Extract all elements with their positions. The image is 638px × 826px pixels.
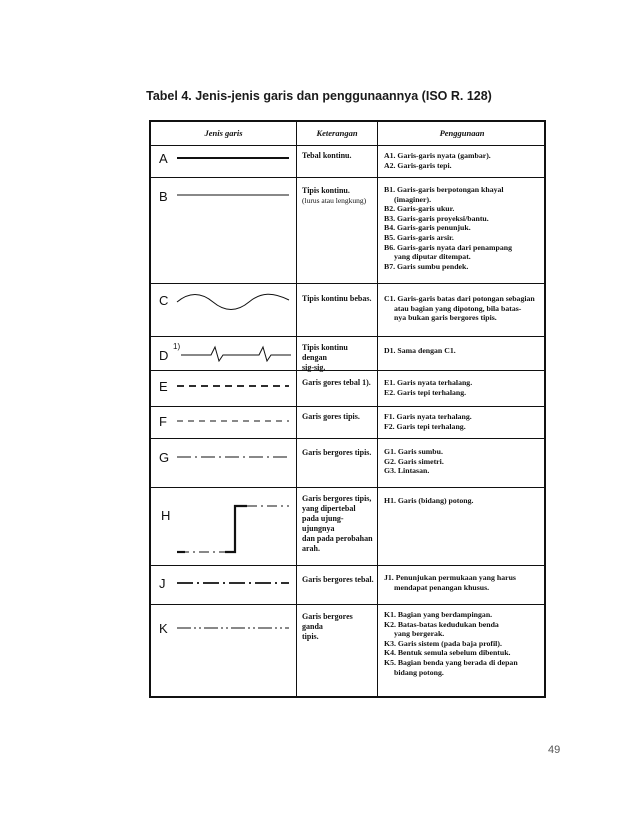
header-keterangan: Keterangan xyxy=(316,128,358,138)
usage-line: B2. Garis-garis ukur. xyxy=(384,204,455,214)
description-line: pada ujung-ujungnya xyxy=(302,514,344,533)
column-divider xyxy=(377,122,378,696)
footnote-marker: 1) xyxy=(173,342,181,351)
row-divider xyxy=(151,336,544,337)
description-line: Garis bergores tebal. xyxy=(302,575,374,584)
description-line: Garis gores tipis. xyxy=(302,412,360,421)
footnote-marker: 1). xyxy=(362,378,371,387)
description-line: dan pada perobahan xyxy=(302,534,373,543)
description-cell xyxy=(302,612,374,642)
description-line: Garis bergores tipis. xyxy=(302,448,372,457)
line-sample-a xyxy=(177,152,293,164)
description-line: Tebal kontinu. xyxy=(302,151,352,160)
row-divider xyxy=(151,565,544,566)
description-line: Garis bergores ganda xyxy=(302,612,353,631)
usage-cell xyxy=(384,610,546,677)
usage-line: G3. Lintasan. xyxy=(384,466,430,476)
line-sample-k xyxy=(177,623,293,633)
usage-line: B5. Garis-garis arsir. xyxy=(384,232,454,242)
line-types-table xyxy=(149,120,546,698)
description-cell xyxy=(302,151,374,161)
usage-line: K5. Bagian benda yang berada di depan xyxy=(384,657,518,667)
description-line: sig-sig. xyxy=(302,363,326,372)
description-cell xyxy=(302,448,374,458)
row-letter: A xyxy=(159,151,168,166)
description-line: tipis. xyxy=(302,632,319,641)
usage-line: F1. Garis nyata terhalang. xyxy=(384,412,472,421)
row-letter: K xyxy=(159,621,168,636)
line-sample-f xyxy=(177,416,293,426)
usage-cell xyxy=(384,346,546,356)
row-divider xyxy=(151,487,544,488)
row-letter: J xyxy=(159,576,166,591)
usage-line: H1. Garis (bidang) potong. xyxy=(384,496,474,505)
description-line: Garis bergores tipis, xyxy=(302,494,372,503)
description-cell xyxy=(302,575,374,585)
row-letter: H xyxy=(161,508,171,523)
usage-cell xyxy=(384,447,546,476)
usage-cell xyxy=(384,378,546,397)
usage-line: mendapat penangan khusus. xyxy=(394,582,490,592)
description-cell xyxy=(302,378,374,388)
usage-line: (imaginer). xyxy=(394,194,432,204)
usage-line: K3. Garis sistem (pada baja profil). xyxy=(384,638,502,648)
usage-line: G1. Garis sumbu. xyxy=(384,447,443,456)
description-cell xyxy=(302,494,374,554)
usage-cell xyxy=(384,573,546,592)
page-number: 49 xyxy=(548,744,561,756)
usage-line: A1. Garis-garis nyata (gambar). xyxy=(384,151,491,160)
description-line: Tipis kontinu. xyxy=(302,186,350,195)
usage-line: E1. Garis nyata terhalang. xyxy=(384,378,473,387)
description-line: Tipis kontinu bebas. xyxy=(302,294,372,303)
line-sample-h xyxy=(177,494,293,560)
usage-line: F2. Garis tepi terhalang. xyxy=(384,421,466,431)
usage-line: E2. Garis tepi terhalang. xyxy=(384,387,467,397)
usage-line: nya bukan garis bergores tipis. xyxy=(394,313,497,323)
header-penggunaan: Penggunaan xyxy=(439,128,485,138)
description-cell xyxy=(302,186,374,206)
usage-line: D1. Sama dengan C1. xyxy=(384,346,456,355)
description-line: yang dipertebal xyxy=(302,504,356,513)
usage-line: C1. Garis-garis batas dari potongan sebagian xyxy=(384,294,535,303)
table-caption: Tabel 4. Jenis-jenis garis dan penggunaannya (ISO R. 128) xyxy=(146,89,492,103)
row-letter: E xyxy=(159,379,168,394)
usage-cell xyxy=(384,185,546,271)
row-divider xyxy=(151,438,544,439)
usage-line: yang bergerak. xyxy=(394,629,445,639)
usage-line: B6. Garis-garis nyata dari penampang xyxy=(384,242,513,252)
usage-line: J1. Penunjukan permukaan yang harus xyxy=(384,573,516,582)
row-letter: G xyxy=(159,450,170,465)
header-divider xyxy=(151,145,544,146)
usage-line: bidang potong. xyxy=(394,667,444,677)
usage-line: yang diputar ditempat. xyxy=(394,252,471,262)
description-cell xyxy=(302,343,374,373)
row-letter: B xyxy=(159,189,168,204)
row-letter: C xyxy=(159,293,169,308)
row-divider xyxy=(151,406,544,407)
line-sample-c xyxy=(175,290,293,314)
description-cell xyxy=(302,294,374,304)
usage-line: K4. Bentuk semula sebelum dibentuk. xyxy=(384,648,511,658)
usage-cell xyxy=(384,412,546,431)
usage-line: B3. Garis-garis proyeksi/bantu. xyxy=(384,213,489,223)
line-sample-e xyxy=(177,381,293,391)
row-letter: D xyxy=(159,348,169,363)
description-line: Garis gores tebal xyxy=(302,378,361,387)
line-sample-g xyxy=(177,452,293,462)
column-divider xyxy=(296,122,297,696)
usage-line: B1. Garis-garis berpotongan khayal xyxy=(384,185,504,194)
line-sample-b xyxy=(177,190,293,200)
usage-line: K2. Batas-batas kedudukan benda xyxy=(384,619,499,629)
description-line: Tipis kontinu dengan xyxy=(302,343,348,362)
usage-line: G2. Garis simetri. xyxy=(384,456,444,466)
description-line: arah. xyxy=(302,544,320,553)
usage-line: B4. Garis-garis penunjuk. xyxy=(384,223,471,233)
description-cell xyxy=(302,412,374,422)
usage-line: K1. Bagian yang berdampingan. xyxy=(384,610,493,619)
line-sample-j xyxy=(177,578,293,588)
usage-line: atau bagian yang dipotong, bila batas- xyxy=(394,303,522,313)
usage-line: B7. Garis sumbu pendek. xyxy=(384,261,469,271)
line-sample-d xyxy=(181,344,293,362)
usage-cell xyxy=(384,151,546,170)
usage-cell xyxy=(384,496,546,506)
row-divider xyxy=(151,283,544,284)
usage-line: A2. Garis-garis tepi. xyxy=(384,160,452,170)
row-divider xyxy=(151,177,544,178)
description-line: (lurus atau lengkung) xyxy=(302,196,367,205)
header-jenis-garis: Jenis garis xyxy=(204,128,243,138)
row-letter: F xyxy=(159,414,167,429)
usage-cell xyxy=(384,294,546,323)
row-divider xyxy=(151,604,544,605)
